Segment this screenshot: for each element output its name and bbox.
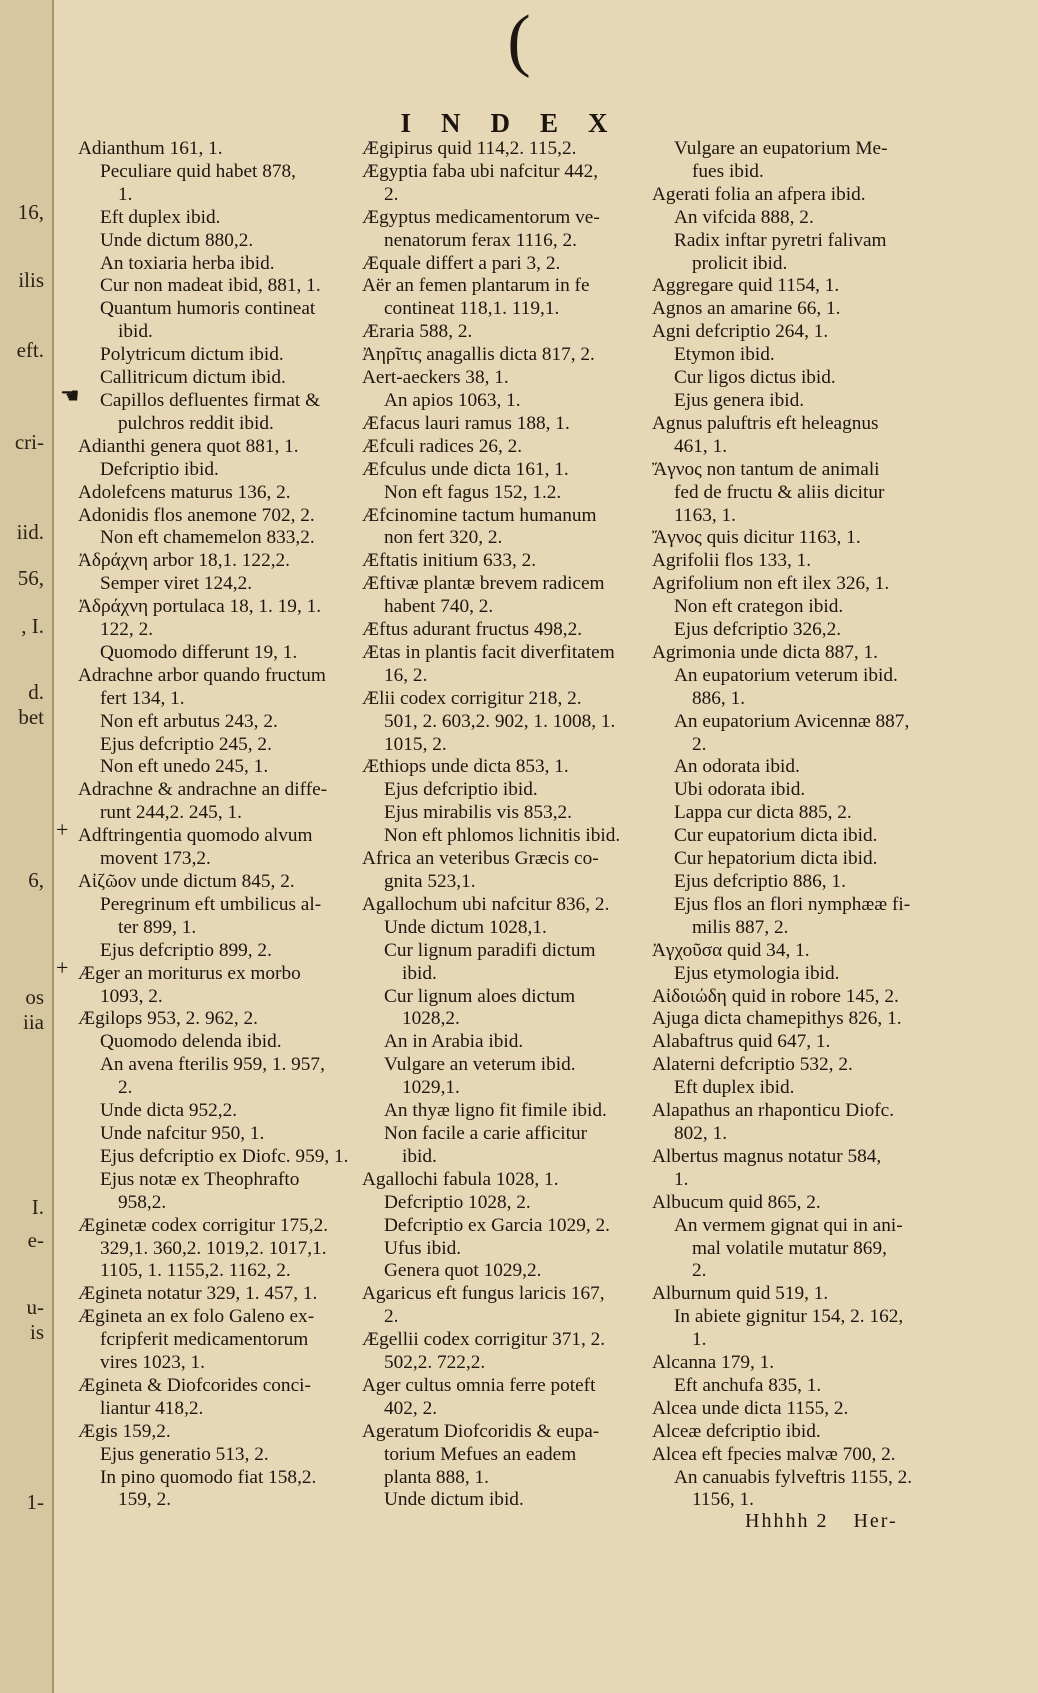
index-subentry: Vulgare an eupatorium Me-	[674, 138, 888, 159]
index-subentry: Ejus flos an flori nymphææ fi-	[674, 893, 911, 915]
signature-mark: Hhhhh 2	[745, 1510, 829, 1532]
index-entry: Africa an veteribus Græcis co-	[362, 848, 599, 870]
index-entry: 122, 2.	[100, 619, 154, 641]
index-subentry: 886, 1.	[692, 687, 746, 709]
index-subentry: mal volatile mutatur 869,	[692, 1237, 887, 1259]
index-entry: 802, 1.	[674, 1122, 728, 1144]
index-entry: 402, 2.	[384, 1397, 438, 1419]
index-subentry: Capillos defluentes firmat &	[100, 389, 321, 411]
index-subentry: Quomodo differunt 19, 1.	[100, 641, 298, 663]
index-subentry: Unde dicta 952,2.	[100, 1100, 238, 1122]
index-entry: Ἀδράχνη portulaca 18, 1. 19, 1.	[78, 596, 322, 618]
index-subentry: Etymon ibid.	[674, 344, 775, 366]
index-subentry: Ejus defcriptio ex Diofc. 959, 1.	[100, 1145, 349, 1167]
index-subentry: 958,2.	[118, 1191, 167, 1213]
index-entry: Αἰδοιώδη quid in robore 145, 2.	[652, 985, 899, 1007]
index-entry: Agnos an amarine 66, 1.	[652, 298, 841, 320]
index-subentry: ibid.	[402, 1145, 437, 1167]
index-subentry: Ejus notæ ex Theophrafto	[100, 1168, 300, 1190]
index-entry: Agrimonia unde dicta 887, 1.	[652, 641, 878, 663]
index-entry: fert 134, 1.	[100, 687, 185, 709]
index-entry: Alcea eft fpecies malvæ 700, 2.	[652, 1443, 896, 1465]
index-subentry: Non eft fagus 152, 1.2.	[384, 481, 562, 503]
index-entry: Adolefcens maturus 136, 2.	[78, 481, 291, 503]
index-entry: Æfculus unde dicta 161, 1.	[362, 458, 569, 480]
index-entry: Ager cultus omnia ferre poteft	[362, 1374, 596, 1396]
index-subentry: An avena fterilis 959, 1. 957,	[100, 1054, 325, 1076]
index-subentry: milis 887, 2.	[692, 916, 789, 938]
index-entry: Æquale differt a pari 3, 2.	[362, 252, 561, 274]
cross-mark-icon: +	[56, 955, 69, 980]
index-subentry: An eupatorium veterum ibid.	[674, 664, 898, 686]
index-subentry: Defcriptio ex Garcia 1029, 2.	[384, 1214, 610, 1236]
index-column-1	[78, 138, 358, 1512]
index-entry: Ἀγχοῦσα quid 34, 1.	[652, 939, 810, 961]
index-subentry: Peculiare quid habet 878,	[100, 160, 296, 182]
index-entry: fcripferit medicamentorum	[100, 1329, 309, 1351]
index-column-2	[362, 138, 642, 1512]
index-entry: Aër an femen plantarum in fe	[362, 275, 590, 297]
index-entry: Æftatis initium 633, 2.	[362, 550, 537, 572]
index-entry: Ægellii codex corrigitur 371, 2.	[362, 1329, 606, 1351]
index-entry: Ægyptus medicamentorum ve-	[362, 206, 600, 228]
index-subentry: ibid.	[118, 321, 153, 343]
index-entry: Ἀηρῖτις anagallis dicta 817, 2.	[362, 344, 595, 366]
index-entry: Alabaftrus quid 647, 1.	[652, 1031, 831, 1053]
facing-page-fragment: 6,	[28, 868, 44, 892]
index-subentry: In pino quomodo fiat 158,2.	[100, 1466, 317, 1488]
pointing-hand-icon: ☚	[60, 383, 80, 408]
index-subentry: Ejus defcriptio 245, 2.	[100, 733, 272, 755]
index-entry: Ageratum Diofcoridis & eupa-	[362, 1420, 600, 1442]
index-entry: Ægineta & Diofcorides conci-	[78, 1374, 311, 1396]
index-subentry: Ejus defcriptio ibid.	[384, 779, 538, 801]
index-entry: 502,2. 722,2.	[384, 1352, 486, 1374]
facing-page-fragment: is	[29, 1320, 44, 1344]
facing-page-fragment: eft.	[16, 338, 44, 362]
index-entry: Adianthum 161, 1.	[78, 138, 223, 159]
index-subentry: 1029,1.	[402, 1077, 460, 1099]
facing-page-fragment: u-	[26, 1295, 44, 1319]
index-entry: Agerati folia an afpera ibid.	[652, 183, 866, 205]
index-entry: Agallochum ubi nafcitur 836, 2.	[362, 893, 610, 915]
index-subentry: 159, 2.	[118, 1489, 172, 1511]
facing-page-fragment: I.	[31, 1195, 44, 1219]
index-subentry: ibid.	[402, 962, 437, 984]
index-entry: 1093, 2.	[100, 985, 163, 1007]
index-entry: Ægis 159,2.	[78, 1420, 171, 1442]
index-entry: Ἀδράχνη arbor 18,1. 122,2.	[78, 550, 290, 572]
index-subentry: Semper viret 124,2.	[100, 573, 253, 595]
index-column-3	[652, 138, 932, 1512]
index-entry: torium Mefues an eadem	[384, 1443, 577, 1465]
facing-page-fragment: iid.	[16, 520, 44, 544]
index-subentry: Quomodo delenda ibid.	[100, 1031, 282, 1053]
index-subentry: Non eft unedo 245, 1.	[100, 756, 269, 778]
index-entry: 2.	[384, 183, 399, 205]
index-subentry: Non facile a carie afficitur	[384, 1122, 588, 1144]
index-subentry: An eupatorium Avicennæ 887,	[674, 710, 910, 732]
page-footer	[745, 1510, 898, 1533]
index-entry: 329,1. 360,2. 1019,2. 1017,1.	[100, 1237, 327, 1259]
index-subentry: Polytricum dictum ibid.	[100, 344, 284, 366]
facing-page-fragment: 1-	[26, 1490, 44, 1514]
index-subentry: Peregrinum eft umbilicus al-	[100, 893, 322, 915]
index-entry: 1.	[674, 1168, 689, 1190]
index-entry: 501, 2. 603,2. 902, 1. 1008, 1.	[384, 710, 616, 732]
facing-page-edge	[0, 0, 54, 1693]
index-entry: Æfculi radices 26, 2.	[362, 435, 523, 457]
index-subentry: Vulgare an veterum ibid.	[384, 1054, 576, 1076]
index-entry: Æthiops unde dicta 853, 1.	[362, 756, 569, 778]
facing-page-fragment: cri-	[14, 430, 44, 454]
index-entry: movent 173,2.	[100, 848, 211, 870]
index-entry: Æftivæ plantæ brevem radicem	[362, 573, 605, 595]
index-entry: Agallochi fabula 1028, 1.	[362, 1168, 559, 1190]
index-subentry: Lappa cur dicta 885, 2.	[674, 802, 852, 824]
index-entry: Ἄγνος quis dicitur 1163, 1.	[652, 527, 861, 549]
index-entry: Alaterni defcriptio 532, 2.	[652, 1054, 853, 1076]
index-subentry: Radix inftar pyretri falivam	[674, 229, 887, 251]
index-entry: Agni defcriptio 264, 1.	[652, 321, 829, 343]
index-subentry: 1.	[692, 1329, 707, 1351]
index-subentry: An canuabis fylveftris 1155, 2.	[674, 1466, 913, 1488]
index-subentry: Non eft phlomos lichnitis ibid.	[384, 825, 621, 847]
index-entry: Adrachne & andrachne an diffe-	[78, 779, 328, 801]
page-title: INDEX	[400, 108, 638, 138]
index-entry: Ἄγνος non tantum de animali	[652, 458, 880, 480]
index-entry: Alcea unde dicta 1155, 2.	[652, 1397, 849, 1419]
facing-page-fragment: ilis	[18, 268, 44, 292]
cross-mark-icon: +	[56, 817, 69, 842]
index-subentry: An vifcida 888, 2.	[674, 206, 814, 228]
index-entry: Ægyptia faba ubi nafcitur 442,	[362, 160, 599, 182]
index-entry: non fert 320, 2.	[384, 527, 503, 549]
facing-page-fragment: iia	[23, 1010, 44, 1034]
index-entry: Æraria 588, 2.	[362, 321, 473, 343]
index-subentry: An toxiaria herba ibid.	[100, 252, 275, 274]
index-entry: 1105, 1. 1155,2. 1162, 2.	[100, 1260, 291, 1282]
index-entry: Ægilops 953, 2. 962, 2.	[78, 1008, 258, 1030]
catchword: Her-	[853, 1510, 898, 1532]
index-entry: planta 888, 1.	[384, 1466, 489, 1488]
index-subentry: Cur lignum aloes dictum	[384, 985, 576, 1007]
index-subentry: Ejus genera ibid.	[674, 389, 805, 411]
index-subentry: 2.	[692, 733, 707, 755]
index-entry: Albertus magnus notatur 584,	[652, 1145, 882, 1167]
index-entry: Aggregare quid 1154, 1.	[652, 275, 840, 297]
index-subentry: An vermem gignat qui in ani-	[674, 1214, 903, 1236]
facing-page-fragment: os	[25, 985, 44, 1009]
facing-page-fragment: e-	[27, 1228, 44, 1252]
index-subentry: Defcriptio ibid.	[100, 458, 219, 480]
index-subentry: Eft duplex ibid.	[674, 1077, 795, 1099]
index-entry: liantur 418,2.	[100, 1397, 204, 1419]
index-entry: Alcanna 179, 1.	[652, 1352, 775, 1374]
index-entry: Adonidis flos anemone 702, 2.	[78, 504, 315, 526]
index-entry: 461, 1.	[674, 435, 728, 457]
index-subentry: Ejus etymologia ibid.	[674, 962, 840, 984]
index-subentry: 2.	[692, 1260, 707, 1282]
header-ornament: (	[507, 2, 531, 79]
index-entry: Agrifolii flos 133, 1.	[652, 550, 812, 572]
index-subentry: Ejus mirabilis vis 853,2.	[384, 802, 572, 824]
index-subentry: 1.	[118, 183, 133, 205]
index-subentry: 1156, 1.	[692, 1489, 754, 1511]
index-entry: Æfacus lauri ramus 188, 1.	[362, 412, 570, 434]
index-entry: 1163, 1.	[674, 504, 736, 526]
index-subentry: Eft anchufa 835, 1.	[674, 1374, 822, 1396]
index-entry: Æginetæ codex corrigitur 175,2.	[78, 1214, 329, 1236]
index-entry: Ælii codex corrigitur 218, 2.	[362, 687, 582, 709]
index-subentry: Unde dictum 880,2.	[100, 229, 254, 251]
index-subentry: Cur eupatorium dicta ibid.	[674, 825, 878, 847]
index-subentry: Ejus defcriptio 899, 2.	[100, 939, 272, 961]
index-entry: Ætas in plantis facit diverfitatem	[362, 641, 615, 663]
index-entry: Αἰζῶον unde dictum 845, 2.	[78, 871, 295, 892]
index-subentry: Cur ligos dictus ibid.	[674, 367, 836, 389]
index-subentry: Ejus generatio 513, 2.	[100, 1443, 269, 1465]
facing-page-fragment: 56,	[17, 566, 44, 590]
index-entry: Agnus paluftris eft heleagnus	[652, 412, 879, 434]
index-entry: Ægineta notatur 329, 1. 457, 1.	[78, 1283, 318, 1305]
index-subentry: ter 899, 1.	[118, 916, 197, 938]
facing-page-fragment: d.	[28, 680, 44, 704]
index-subentry: Unde dictum ibid.	[384, 1489, 524, 1511]
index-entry: Æftus adurant fructus 498,2.	[362, 619, 583, 641]
index-entry: Alapathus an rhaponticu Diofc.	[652, 1100, 895, 1122]
index-entry: nenatorum ferax 1116, 2.	[384, 229, 577, 251]
index-entry: Aert-aeckers 38, 1.	[362, 367, 509, 389]
index-subentry: Non eft arbutus 243, 2.	[100, 710, 278, 732]
index-subentry: Ejus defcriptio 886, 1.	[674, 871, 846, 892]
index-entry: Albucum quid 865, 2.	[652, 1191, 821, 1213]
index-entry: Alceæ defcriptio ibid.	[652, 1420, 821, 1442]
index-subentry: Unde nafcitur 950, 1.	[100, 1122, 265, 1144]
index-entry: 16, 2.	[384, 664, 428, 686]
index-entry: fed de fructu & aliis dicitur	[674, 481, 885, 503]
index-subentry: Quantum humoris contineat	[100, 298, 316, 320]
index-subentry: An odorata ibid.	[674, 756, 800, 778]
index-subentry: 2.	[118, 1077, 133, 1099]
index-subentry: prolicit ibid.	[692, 252, 788, 274]
index-entry: Æfcinomine tactum humanum	[362, 504, 597, 526]
index-subentry: Ejus defcriptio 326,2.	[674, 619, 842, 641]
index-subentry: An thyæ ligno fit fimile ibid.	[384, 1100, 607, 1122]
index-subentry: pulchros reddit ibid.	[118, 412, 274, 434]
index-entry: Adftringentia quomodo alvum	[78, 825, 313, 847]
index-entry: Ajuga dicta chamepithys 826, 1.	[652, 1008, 902, 1030]
index-subentry: Cur lignum paradifi dictum	[384, 939, 596, 961]
index-entry: Agrifolium non eft ilex 326, 1.	[652, 573, 890, 595]
index-entry: Ægipirus quid 114,2. 115,2.	[362, 138, 577, 159]
index-subentry: Defcriptio 1028, 2.	[384, 1191, 531, 1213]
index-subentry: Unde dictum 1028,1.	[384, 916, 547, 938]
index-entry: runt 244,2. 245, 1.	[100, 802, 242, 824]
index-entry: Adianthi genera quot 881, 1.	[78, 435, 299, 457]
index-entry: 2.	[384, 1306, 399, 1328]
index-entry: 1015, 2.	[384, 733, 447, 755]
facing-page-fragment: 16,	[17, 200, 44, 224]
index-subentry: Ubi odorata ibid.	[674, 779, 806, 801]
index-subentry: Genera quot 1029,2.	[384, 1260, 542, 1282]
index-subentry: Eft duplex ibid.	[100, 206, 221, 228]
index-subentry: An in Arabia ibid.	[384, 1031, 524, 1053]
index-entry: Agaricus eft fungus laricis 167,	[362, 1283, 605, 1305]
index-entry: Æger an moriturus ex morbo	[78, 962, 301, 984]
index-subentry: Ufus ibid.	[384, 1237, 462, 1259]
index-entry: Alburnum quid 519, 1.	[652, 1283, 829, 1305]
index-subentry: Cur hepatorium dicta ibid.	[674, 848, 878, 870]
facing-page-fragment: , I.	[21, 614, 44, 638]
index-entry: gnita 523,1.	[384, 871, 476, 892]
index-subentry: In abiete gignitur 154, 2. 162,	[674, 1306, 904, 1328]
index-entry: habent 740, 2.	[384, 596, 494, 618]
index-subentry: fues ibid.	[692, 160, 764, 182]
index-subentry: 1028,2.	[402, 1008, 460, 1030]
index-subentry: Non eft chamemelon 833,2.	[100, 527, 315, 549]
index-subentry: Cur non madeat ibid, 881, 1.	[100, 275, 321, 297]
index-entry: Ægineta an ex folo Galeno ex-	[78, 1306, 315, 1328]
index-subentry: An apios 1063, 1.	[384, 389, 521, 411]
index-entry: Adrachne arbor quando fructum	[78, 664, 326, 686]
index-entry: vires 1023, 1.	[100, 1352, 205, 1374]
facing-page-fragment: bet	[18, 705, 44, 729]
index-subentry: Callitricum dictum ibid.	[100, 367, 286, 389]
index-entry: contineat 118,1. 119,1.	[384, 298, 560, 320]
index-subentry: Non eft crategon ibid.	[674, 596, 844, 618]
